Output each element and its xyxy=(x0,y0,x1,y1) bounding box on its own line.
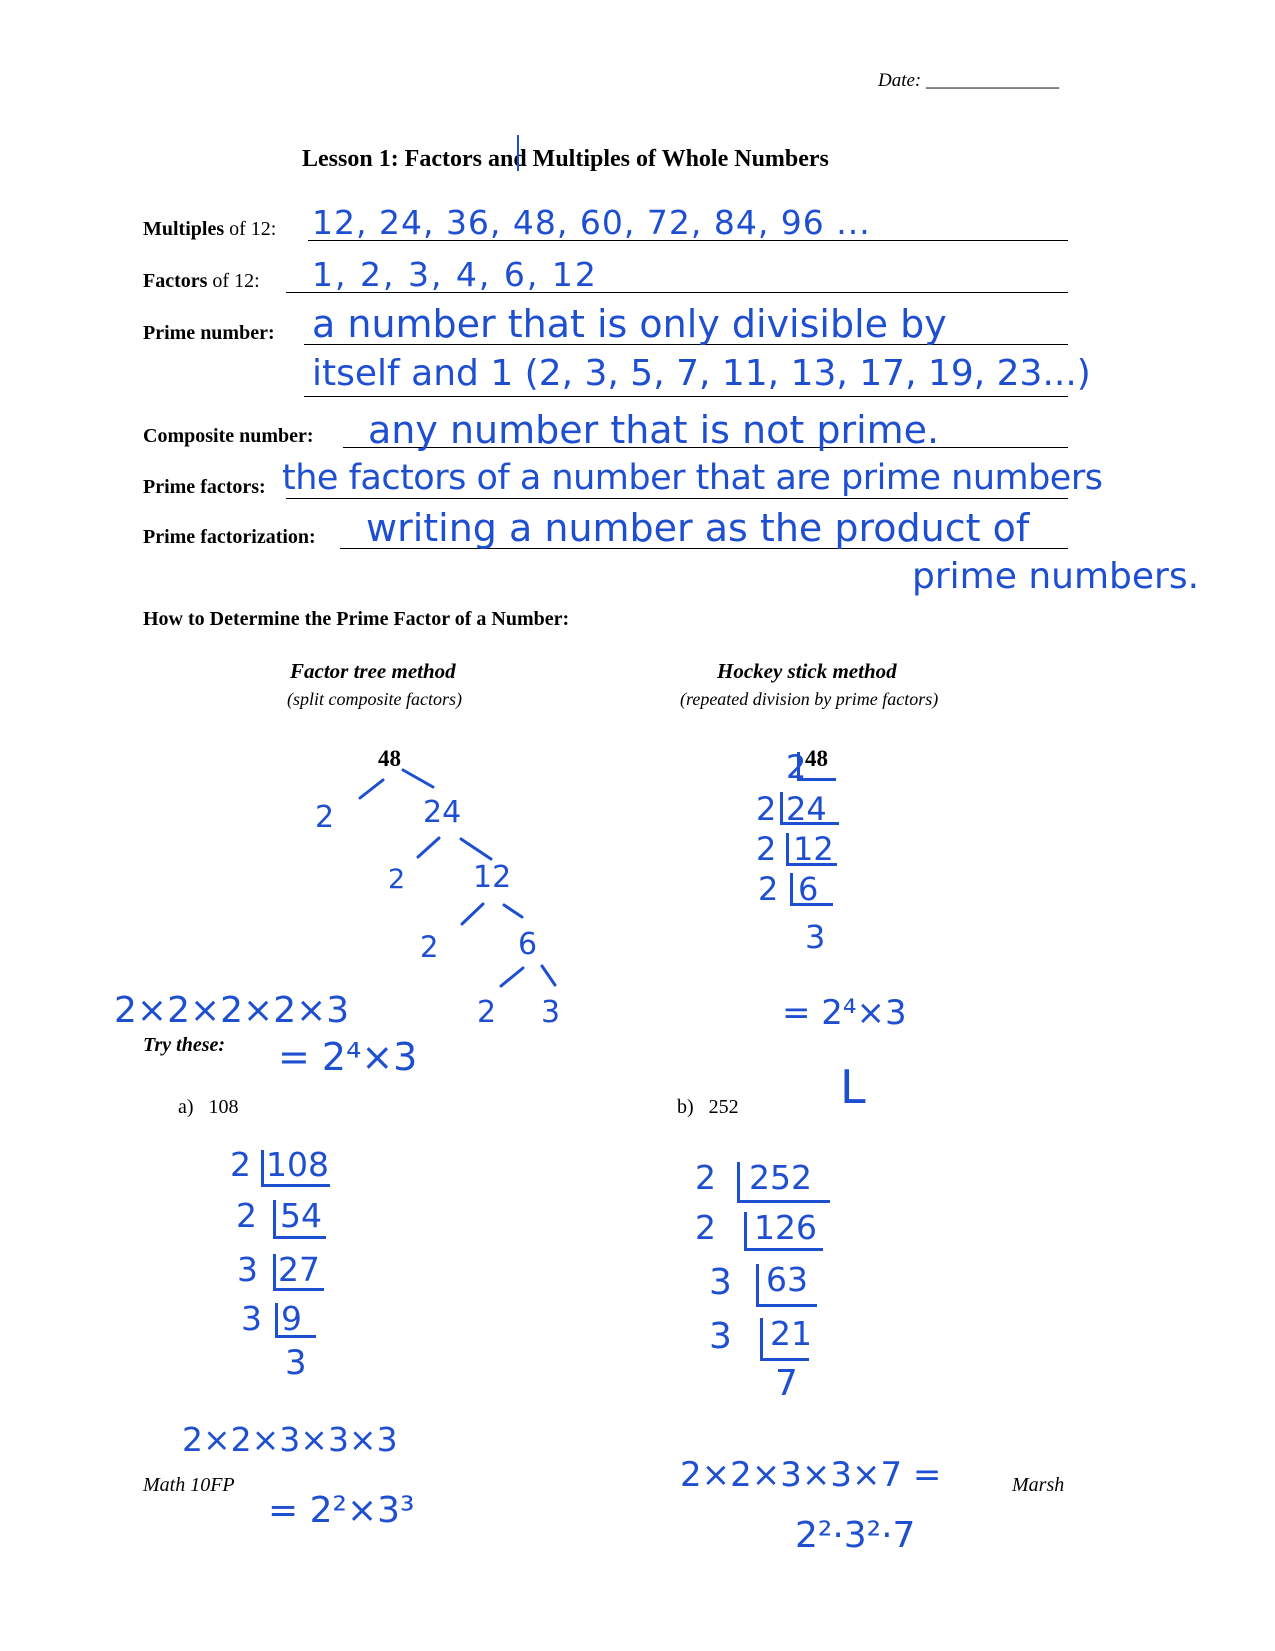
tree-node-7: 2 xyxy=(477,995,497,1030)
tree-root: 48 xyxy=(378,746,401,771)
b-dividend-2: 126 xyxy=(754,1208,817,1247)
a-stick-2 xyxy=(273,1200,326,1239)
multiples-rest: of 12: xyxy=(224,218,277,240)
multiples-answer: 12, 24, 36, 48, 60, 72, 84, 96 ... xyxy=(312,203,871,242)
branch-6-right xyxy=(542,966,555,985)
prime-number-answer-1: a number that is only divisible by xyxy=(312,302,947,346)
problem-a-letter: a) xyxy=(178,1096,194,1118)
hockey-divisor-2: 2 xyxy=(756,790,777,828)
prime-factorization-answer-2: prime numbers. xyxy=(912,556,1200,597)
b-power: 2²·3²·7 xyxy=(795,1515,916,1556)
tree-node-3: 2 xyxy=(388,864,406,895)
b-product: 2×2×3×3×7 = xyxy=(680,1455,942,1495)
branch-24-left xyxy=(418,838,439,857)
prime-number-label: Prime number: xyxy=(143,322,275,344)
b-divisor-1: 2 xyxy=(695,1158,716,1197)
b-divisor-4: 3 xyxy=(709,1316,732,1357)
problem-b-value: 252 xyxy=(708,1096,739,1118)
branch-12-right xyxy=(504,905,522,917)
footer-right: Marsh xyxy=(1012,1474,1065,1496)
composite-number-answer: any number that is not prime. xyxy=(368,408,940,452)
a-power: = 2²×3³ xyxy=(268,1490,415,1531)
hockey-stick-subtitle: (repeated division by prime factors) xyxy=(680,689,939,709)
a-stick-3 xyxy=(273,1254,324,1291)
problem-b-label xyxy=(677,1096,739,1119)
b-divisor-3: 3 xyxy=(709,1262,732,1303)
a-dividend-2: 54 xyxy=(280,1196,322,1235)
a-dividend-3: 27 xyxy=(278,1250,320,1289)
date-blank: ______________ xyxy=(926,70,1060,91)
branch-48-left xyxy=(360,780,383,798)
hockey-result: = 2⁴×3 xyxy=(782,993,907,1033)
prime-factorization-label: Prime factorization: xyxy=(143,526,316,548)
tree-node-6: 6 xyxy=(518,927,538,962)
composite-number-label: Composite number: xyxy=(143,425,314,447)
tree-node-2: 24 xyxy=(423,795,462,830)
footer-left: Math 10FP xyxy=(143,1474,235,1496)
tree-node-8: 3 xyxy=(541,995,561,1030)
tree-product: 2×2×2×2×3 xyxy=(114,990,350,1031)
prime-factors-answer: the factors of a number that are prime numbers xyxy=(282,458,1103,498)
a-divisor-1: 2 xyxy=(230,1145,251,1184)
stray-mark: L xyxy=(840,1060,866,1114)
b-stick-1 xyxy=(737,1162,830,1203)
factors-term: Factors xyxy=(143,270,208,292)
tree-node-5: 2 xyxy=(420,930,439,964)
branch-48-right xyxy=(403,770,433,787)
try-these-label: Try these: xyxy=(143,1034,226,1056)
factor-tree-subtitle: (split composite factors) xyxy=(287,689,462,709)
b-dividend-1: 252 xyxy=(749,1158,812,1197)
branch-12-left xyxy=(462,904,483,924)
factors-answer: 1, 2, 3, 4, 6, 12 xyxy=(312,255,598,294)
hockey-stick-1 xyxy=(797,752,836,781)
problem-b-letter: b) xyxy=(677,1096,694,1118)
hockey-stick-title: Hockey stick method xyxy=(717,659,897,683)
hockey-dividend-1: 48 xyxy=(805,746,828,771)
a-divisor-4: 3 xyxy=(241,1299,262,1338)
tree-power: = 2⁴×3 xyxy=(278,1035,418,1079)
prime-factors-label: Prime factors: xyxy=(143,476,266,498)
prime-factorization-answer-1: writing a number as the product of xyxy=(366,506,1030,550)
a-last: 3 xyxy=(285,1343,307,1383)
b-dividend-4: 21 xyxy=(770,1314,812,1353)
prime-number-answer-2: itself and 1 (2, 3, 5, 7, 11, 13, 17, 19, 23...) xyxy=(312,353,1091,394)
date-text: Date: xyxy=(878,70,922,91)
hockey-dividend-4: 6 xyxy=(798,870,819,908)
b-stick-2 xyxy=(744,1212,823,1251)
a-stick-1 xyxy=(261,1150,330,1187)
a-product: 2×2×3×3×3 xyxy=(182,1420,398,1459)
b-dividend-3: 63 xyxy=(766,1260,808,1299)
a-divisor-2: 2 xyxy=(236,1196,257,1235)
a-dividend-1: 108 xyxy=(266,1145,329,1184)
hockey-divisor-4: 2 xyxy=(758,870,779,908)
tree-node-1: 2 xyxy=(315,800,335,835)
multiples-term: Multiples xyxy=(143,218,225,240)
branch-6-left xyxy=(501,968,523,986)
factor-tree-title: Factor tree method xyxy=(290,659,456,683)
page-title: Lesson 1: Factors and Multiples of Whole Numbers xyxy=(302,146,829,172)
hockey-dividend-2: 24 xyxy=(786,790,827,828)
hockey-stick-2 xyxy=(780,792,839,825)
a-dividend-4: 9 xyxy=(281,1299,302,1338)
problem-a-value: 108 xyxy=(208,1096,239,1118)
a-stick-4 xyxy=(275,1303,316,1338)
factors-rest: of 12: xyxy=(207,270,260,292)
problem-a-label xyxy=(178,1096,239,1119)
tree-node-4: 12 xyxy=(473,860,512,895)
b-divisor-2: 2 xyxy=(695,1208,716,1247)
hockey-stick-3 xyxy=(786,833,837,866)
hockey-stick-4 xyxy=(790,873,833,906)
hockey-dividend-3: 12 xyxy=(793,830,834,868)
hockey-last: 3 xyxy=(805,918,826,956)
b-stick-4 xyxy=(760,1318,809,1361)
branch-24-right xyxy=(461,839,491,859)
section-heading: How to Determine the Prime Factor of a Number: xyxy=(143,608,570,630)
hockey-divisor-3: 2 xyxy=(756,830,777,868)
hockey-divisor-1: 2 xyxy=(786,748,807,786)
b-last: 7 xyxy=(775,1363,798,1404)
a-divisor-3: 3 xyxy=(237,1250,258,1289)
b-stick-3 xyxy=(756,1264,817,1307)
